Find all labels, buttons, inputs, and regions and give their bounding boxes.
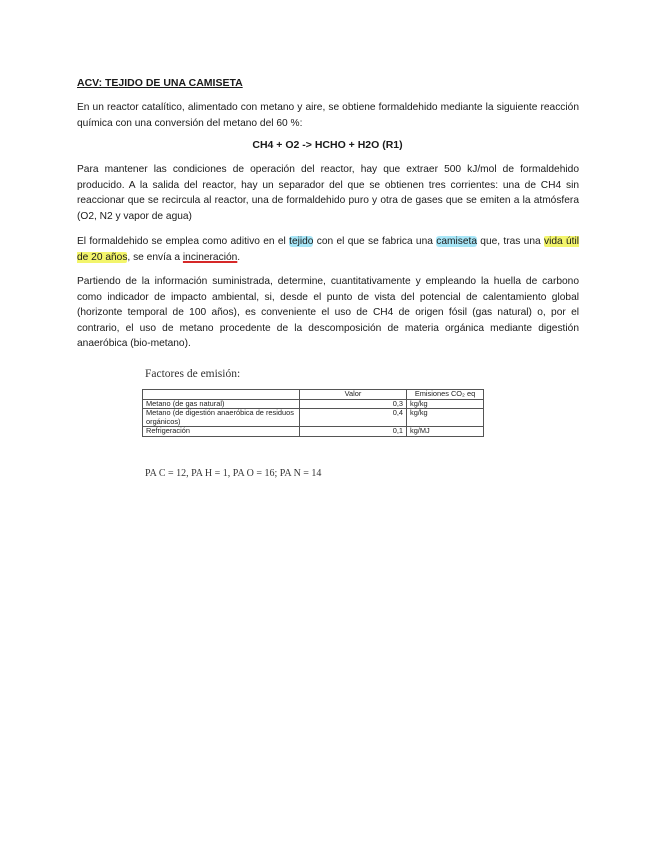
underlined-incineracion: incineración xyxy=(182,251,238,263)
paragraph-intro: En un reactor catalítico, alimentado con metano y aire, se obtiene formaldehido mediante la siguiente reacción química con una conversión del metano del 60 %: xyxy=(77,102,579,129)
header-cell-emissions: Emisiones CO₂ eq xyxy=(407,390,484,400)
header-cell-value: Valor xyxy=(300,390,407,400)
usage-text-3: que, tras una xyxy=(476,236,544,247)
usage-text-5: . xyxy=(237,251,241,263)
highlight-tejido: tejido xyxy=(289,236,314,247)
paragraph-reactor: Para mantener las condiciones de operación del reactor, hay que extraer 500 kJ/mol de formaldehido producido. A la salida del reactor, hay un separador del que se obtienen tres corrientes: una de CH4 sin reaccionar que se recircula al reactor, una de formaldehido puro y otra de gases que se emiten a la atmósfera (O2, N2 y vapor de agua) xyxy=(77,164,579,222)
table-header-row xyxy=(143,390,484,400)
table-row xyxy=(143,409,484,427)
row-unit: kg/MJ xyxy=(407,427,484,437)
row-unit: kg/kg xyxy=(407,399,484,409)
row-unit: kg/kg xyxy=(407,409,484,427)
header-cell xyxy=(143,390,300,400)
paragraph-usage xyxy=(77,234,579,265)
highlight-vida-util: vida útil de 20 años xyxy=(77,236,579,263)
highlight-camiseta: camiseta xyxy=(436,236,477,247)
factors-title: Factores de emisión: xyxy=(145,368,241,380)
emission-factors-table xyxy=(142,389,484,437)
row-label: Refrigeración xyxy=(143,427,300,437)
usage-text-1: El formaldehido se emplea como aditivo en el xyxy=(77,236,290,247)
usage-text-4: , se envía a xyxy=(127,251,183,263)
atomic-weights: PA C = 12, PA H = 1, PA O = 16; PA N = 14 xyxy=(145,468,322,479)
row-label: Metano (de gas natural) xyxy=(143,399,300,409)
usage-text-2: con el que se fabrica una xyxy=(313,236,437,247)
row-value: 0,3 xyxy=(300,399,407,409)
paragraph-question: Partiendo de la información suministrada, determine, cuantitativamente y empleando la huella de carbono como indicador de impacto ambiental, si, desde el punto de vista del potencial de calentamiento global (horizonte temporal de 100 años), es conveniente el uso de CH4 de origen fósil (gas natural) o, por el contrario, el uso de metano procedente de la descomposición de materia orgánica mediante digestión anaeróbica (bio-metano). xyxy=(77,276,579,350)
reaction-equation: CH4 + O2 -> HCHO + H2O (R1) xyxy=(252,139,403,151)
row-value: 0,1 xyxy=(300,427,407,437)
table-row xyxy=(143,427,484,437)
row-value: 0,4 xyxy=(300,409,407,427)
document-title: ACV: TEJIDO DE UNA CAMISETA xyxy=(77,77,243,89)
row-label: Metano (de digestión anaeróbica de residuos orgánicos) xyxy=(143,409,300,427)
